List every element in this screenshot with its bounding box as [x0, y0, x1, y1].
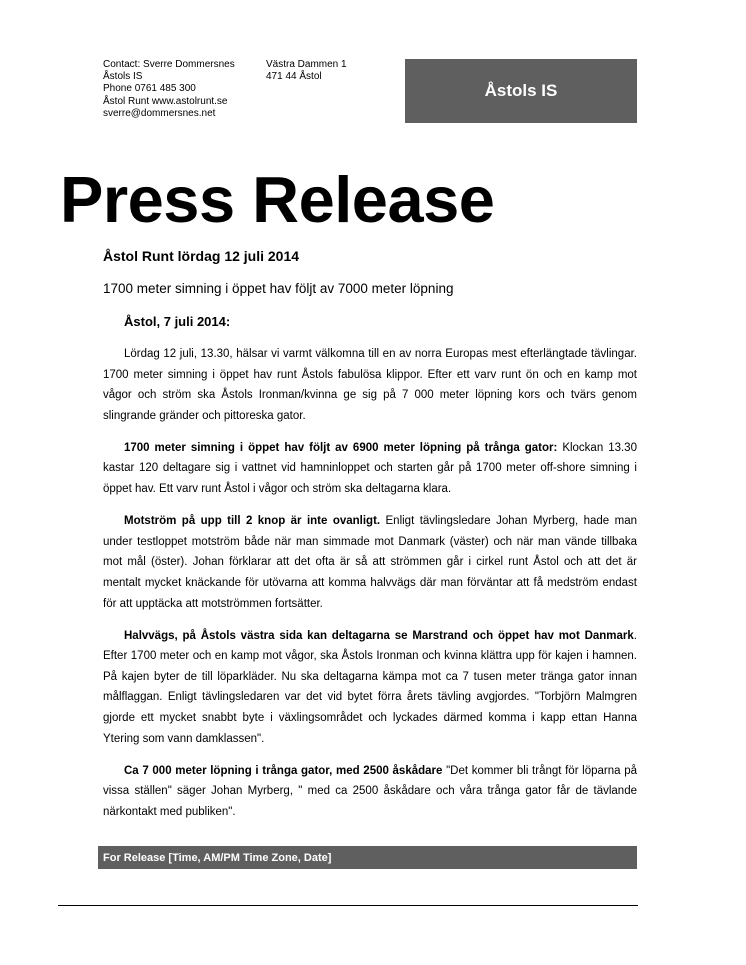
paragraph-lead: Ca 7 000 meter löpning i trånga gator, med 2500 åskådare — [124, 764, 443, 777]
paragraph-lead: 1700 meter simning i öppet hav följt av 6900 meter löpning på trånga gator: — [124, 441, 558, 454]
subheadline: 1700 meter simning i öppet hav följt av 7000 meter löpning — [103, 281, 454, 296]
paragraph-text: "Det kommer bli trångt för löparna på vissa ställen" säger Johan Myrberg, " med ca 2500 åskådare och våra trånga gator får de tävlande närkontakt med publiken". — [103, 764, 637, 818]
paragraph-lead: Halvvägs, på Åstols västra sida kan deltagarna se Marstrand och öppet hav mot Danmark — [124, 629, 634, 642]
organization-name: Åstols IS — [484, 81, 558, 100]
paragraph-text: . Efter 1700 meter och en kamp mot vågor, ska Åstols Ironman och kvinna klättra upp för kajen i hamnen. På kajen byter de till löparkläder. Nu ska deltagarna kämpa mot ca 7 tusen meter tränga gator innan målflaggan. Enligt tävlingsledaren var det vid bytet förra årets tävling avgjordes. "Torbjörn Malmgren gjorde ett mycket snabbt byte i växlingsområdet och lyckades därmed komma i kapp ettan Hanna Ytering som vann damklassen". — [103, 629, 637, 745]
body-paragraph — [103, 344, 637, 426]
release-bar — [98, 846, 637, 869]
address-line: 471 44 Åstol — [266, 71, 322, 83]
contact-line: Åstol Runt www.astolrunt.se — [103, 95, 228, 107]
contact-line: Åstols IS — [103, 71, 143, 83]
body-paragraph — [103, 438, 637, 500]
contact-block — [103, 59, 235, 120]
bottom-divider — [58, 905, 638, 906]
contact-line: Phone 0761 485 300 — [103, 83, 196, 95]
body-paragraph — [103, 511, 637, 614]
headline: Åstol Runt lördag 12 juli 2014 — [103, 248, 300, 264]
page-title: Press Release — [60, 163, 495, 236]
contact-line: sverre@dommersnes.net — [103, 107, 216, 119]
paragraph-text: Enligt tävlingsledare Johan Myrberg, hade man under testloppet motström både när man simmade mot Danmark (väster) och när man vände tillbaka mot mål (öster). Johan förklarar att det ofta är så att strömmen går i cirkel runt Åstol och att det är mentalt mycket knäckande för utövarna att komma halvvägs där man förväntar att få medström endast för att upptäcka att motströmmen fortsätter. — [103, 515, 637, 610]
paragraph-text: Klockan 13.30 kastar 120 deltagare sig i vattnet vid hamninloppet och starten går på 1700 meter off-shore simning i öppet hav. Ett varv runt Åstol i vågor och ström ska deltagarna klara. — [103, 441, 637, 496]
article-body — [103, 344, 637, 834]
address-block — [266, 59, 347, 83]
paragraph-text: Lördag 12 juli, 13.30, hälsar vi varmt välkomna till en av norra Europas mest efterlängtade tävlingar. 1700 meter simning i öppet hav runt Åstols fabulösa klippor. Efter ett varv runt ön och en kamp mot vågor och ström ska Åstols Ironman/kvinna ge sig på 7 000 meter löpning kors och tvärs genom slingrande gränder och pittoreska gator. — [103, 348, 637, 422]
organization-banner — [405, 59, 637, 123]
dateline: Åstol, 7 juli 2014: — [124, 314, 231, 329]
contact-line: Contact: Sverre Dommersnes — [103, 59, 235, 70]
paragraph-lead: Motström på upp till 2 knop är inte ovanligt. — [124, 515, 381, 528]
address-line: Västra Dammen 1 — [266, 59, 347, 70]
body-paragraph — [103, 626, 637, 750]
body-paragraph — [103, 761, 637, 823]
release-note: For Release [Time, AM/PM Time Zone, Date] — [103, 851, 332, 864]
